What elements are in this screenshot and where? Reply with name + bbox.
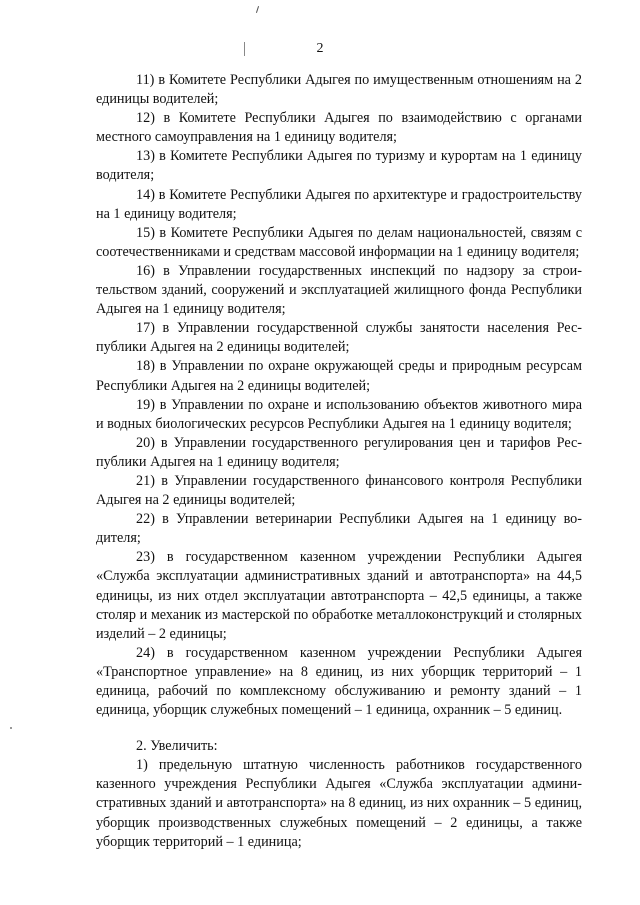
list-item: 13) в Комитете Республики Адыгея по туризму и курортам на 1 единицу водителя;: [96, 148, 582, 184]
list-item: 14) в Комитете Республики Адыгея по архитектуре и градостроительству на 1 единицу водителя;: [96, 186, 582, 222]
list-item: 19) в Управлении по охране и использованию объектов животного мира и водных биологических ресурсов Республики Адыгея на 1 единицу водителя;: [96, 396, 582, 432]
list-item: 12) в Комитете Республики Адыгея по взаимодействию с органами местного самоуправления на 1 единицу водителя;: [96, 110, 582, 146]
document-body: [96, 71, 582, 852]
scan-artifact: [256, 6, 259, 13]
list-item: 11) в Комитете Республики Адыгея по имущественным отношениям на 2 единицы водителей;: [96, 72, 582, 108]
list-item: 22) в Управлении ветеринарии Республики Адыгея на 1 единицу водителя;: [96, 511, 582, 547]
list-item: 16) в Управлении государственных инспекций по надзору за строительством зданий, сооружений и эксплуатацией жилищного фонда Республики Адыгея на 1 единицу водителя;: [96, 262, 582, 318]
list-item: 24) в государственном казенном учреждении Республики Адыгея «Транспортное управление» на 8 единиц, из них уборщик территорий – 1 единица, рабочий по комплексному обслуживанию и ремонту зданий – 1 единица, уборщик служебных помещений – 1 единица, охранник – 5 единиц.: [96, 644, 582, 719]
list-item: 20) в Управлении государственного регулирования цен и тарифов Республики Адыгея на 1 единицу водителя;: [96, 434, 582, 470]
scan-artifact: [10, 727, 12, 729]
list-item: 17) в Управлении государственной службы занятости населения Республики Адыгея на 2 единицы водителей;: [96, 320, 582, 356]
list-item: 18) в Управлении по охране окружающей среды и природным ресурсам Республики Адыгея на 2 единицы водителей;: [96, 358, 582, 394]
list-item: 15) в Комитете Республики Адыгея по делам национальностей, связям с соотечественниками и средствам массовой информации на 1 единицу водителя;: [96, 224, 582, 260]
list-item: 23) в государственном казенном учреждении Республики Адыгея «Служба эксплуатации административных зданий и автотранспорта» на 44,5 единицы, из них отдел эксплуатации автотранспорта – 42,5 единицы, а также столяр и механик из мастерской по обработке металлоконструкций и столярных изделий – 2 единицы;: [96, 549, 582, 642]
section-heading: 2. Увеличить:: [136, 738, 218, 755]
list-item: 1) предельную штатную численность работников государственного казенного учреждения Республики Адыгея «Служба эксплуатации административных зданий и автотранспорта» на 8 единиц, из них охранник – 5 единиц, уборщик производственных служебных помещений – 2 единицы, а также уборщик территорий – 1 единица;: [96, 757, 582, 850]
list-item: 21) в Управлении государственного финансового контроля Республики Адыгея на 2 единицы водителей;: [96, 472, 582, 509]
page-number: 2: [316, 41, 324, 56]
